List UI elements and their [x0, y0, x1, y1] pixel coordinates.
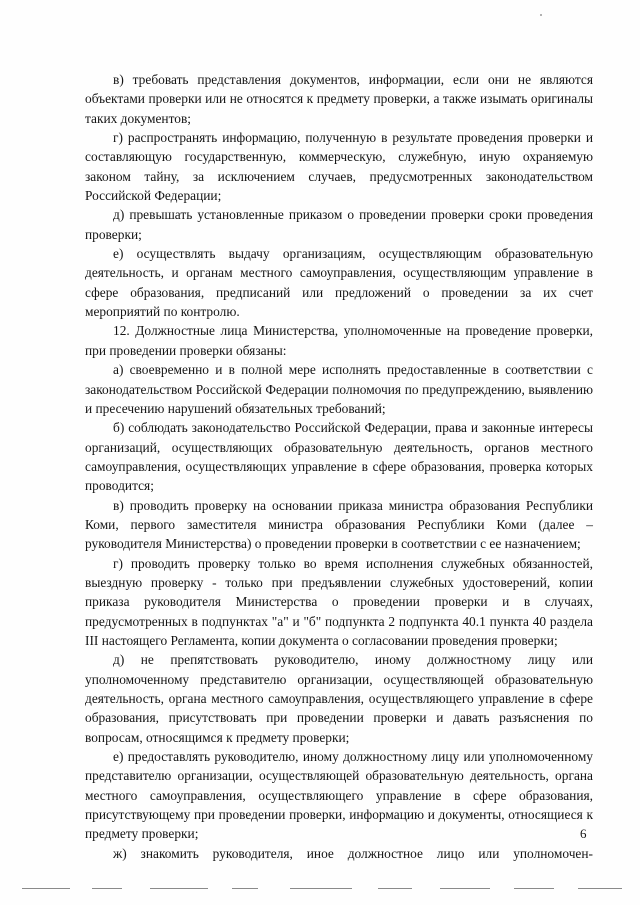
paragraph-12b: б) соблюдать законодательство Российской Федерации, права и законные интересы организаций, осуществляющих образовательную деятельность, органов местного самоуправления, осуществляющих управление в сфере образования, проверка которых проводится;: [85, 420, 593, 494]
scan-edge-line: [290, 888, 352, 889]
paragraph-12g: г) проводить проверку только во время исполнения служебных обязанностей, выездную проверку - только при предъявлении служебных удостоверений, копии приказа руководителя Министерства о проведении проверки и в случаях, предусмотренных в подпунктах "а" и "б" подпункта 2 подпункта 40.1 пункта 40 раздела III настоящего Регламента, копии документа о согласовании проведения проверки;: [85, 555, 593, 648]
scan-edge-line: [22, 888, 70, 889]
scan-speck: [540, 14, 542, 16]
paragraph-12d: д) не препятствовать руководителю, иному должностному лицу или уполномоченному представителю организации, осуществляющей образовательную деятельность, органа местного самоуправления, осуществляющего управление в сфере образования, присутствовать при проведении проверки и давать разъяснения по вопросам, относящимся к предмету проверки;: [85, 652, 593, 745]
scan-edge-line: [514, 888, 554, 889]
paragraph-12v: в) проводить проверку на основании приказа министра образования Республики Коми, первого заместителя министра образования Республики Коми (далее – руководителя Министерства) о проведении проверки в соответствии с ее назначением;: [85, 497, 593, 552]
scan-edge-line: [232, 888, 258, 889]
paragraph-3v: в) требовать представления документов, информации, если они не являются объектами проверки или не относятся к предмету проверки, а также изымать оригиналы таких документов;: [85, 72, 593, 126]
document-body: [85, 70, 593, 863]
scan-edge-line: [150, 888, 208, 889]
paragraph-3g: г) распространять информацию, полученную в результате проведения проверки и составляющую государственную, коммерческую, служебную, иную охраняемую законом тайну, за исключением случаев, предусмотренных законодательством Российской Федерации;: [85, 130, 593, 204]
scan-edge-line: [378, 888, 412, 889]
paragraph-3e: е) осуществлять выдачу организациям, осуществляющим образовательную деятельность, и органам местного самоуправления, осуществляющим управление в сфере образования, предписаний или предложений о проведении за их счет мероприятий по контролю.: [85, 246, 593, 320]
paragraph-3d: д) превышать установленные приказом о проведении проверки сроки проведения проверки;: [85, 207, 593, 242]
page-number: 6: [580, 826, 587, 841]
scan-edge-line: [92, 888, 122, 889]
paragraph-12: 12. Должностные лица Министерства, уполномоченные на проведение проверки, при проведении проверки обязаны:: [85, 323, 593, 358]
scan-edge-line: [440, 888, 490, 889]
scan-edge-line: [578, 888, 622, 889]
paragraph-12e: е) предоставлять руководителю, иному должностному лицу или уполномоченному представителю организации, осуществляющей образовательную деятельность, органа местного самоуправления, осуществляющего управление в сфере образования, присутствующему при проведении проверки, информацию и документы, относящиеся к предмету проверки;: [85, 749, 593, 842]
paragraph-12a: а) своевременно и в полной мере исполнять предоставленные в соответствии с законодательством Российской Федерации полномочия по предупреждению, выявлению и пресечению нарушений обязательных требований;: [85, 362, 593, 416]
paragraph-12zh: ж) знакомить руководителя, иное должностное лицо или уполномочен-: [113, 845, 593, 861]
